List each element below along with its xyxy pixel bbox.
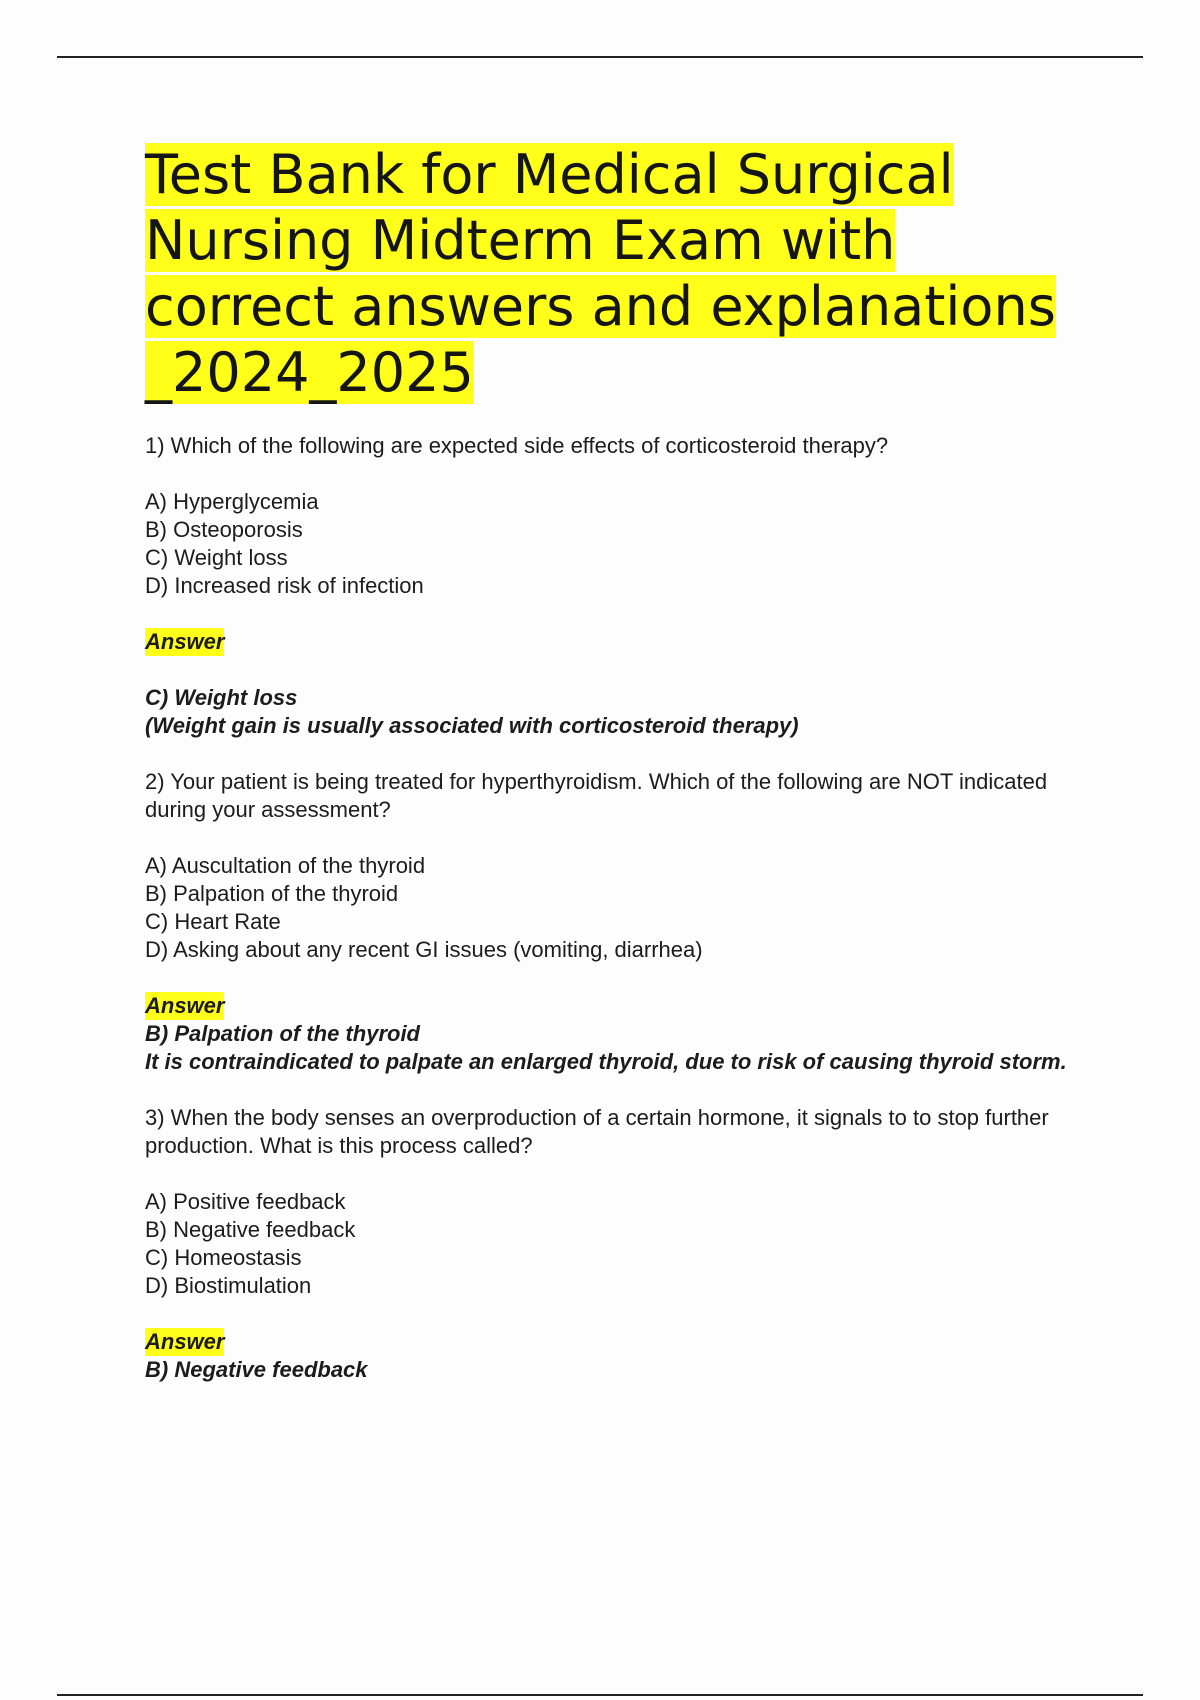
title-line: Test Bank for Medical Surgical [145,143,954,206]
question-text: 1) Which of the following are expected side effects of corticosteroid therapy? [145,433,889,458]
option-item: B) Palpation of the thyroid [145,881,399,906]
answer-explanation: (Weight gain is usually associated with corticosteroid therapy) [145,713,799,738]
option-item: D) Biostimulation [145,1273,312,1298]
answer-label: Answer [145,629,225,654]
option-item: D) Asking about any recent GI issues (vomiting, diarrhea) [145,937,703,962]
option-item: A) Positive feedback [145,1189,346,1214]
option-item: B) Negative feedback [145,1217,356,1242]
option-list [145,488,1105,600]
bottom-rule [57,1694,1143,1696]
question-text: 2) Your patient is being treated for hyperthyroidism. Which of the following are NOT indicated during your assessment? [145,769,1048,822]
question-2 [145,768,1105,1104]
question-3 [145,1104,1105,1384]
question-1 [145,432,1105,768]
page-title [145,142,1145,406]
option-item: A) Hyperglycemia [145,489,319,514]
option-item: C) Heart Rate [145,909,281,934]
option-list [145,1188,1105,1300]
answer-label: Answer [145,1329,225,1354]
option-item: D) Increased risk of infection [145,573,424,598]
option-item: B) Osteoporosis [145,517,303,542]
option-item: C) Homeostasis [145,1245,302,1270]
top-rule [57,56,1143,58]
option-item: A) Auscultation of the thyroid [145,853,426,878]
question-text: 3) When the body senses an overproduction of a certain hormone, it signals to to stop further production. What is this process called? [145,1105,1049,1158]
answer-choice: C) Weight loss [145,685,298,710]
option-list [145,852,1105,964]
title-line: _2024_2025 [145,341,474,404]
answer-choice: B) Palpation of the thyroid [145,1021,420,1046]
title-line: Nursing Midterm Exam with [145,209,896,272]
title-line: correct answers and explanations [145,275,1056,338]
question-list [145,432,1105,1384]
option-item: C) Weight loss [145,545,288,570]
answer-explanation: It is contraindicated to palpate an enlarged thyroid, due to risk of causing thyroid storm. [145,1049,1067,1074]
answer-label: Answer [145,993,225,1018]
answer-choice: B) Negative feedback [145,1357,368,1382]
